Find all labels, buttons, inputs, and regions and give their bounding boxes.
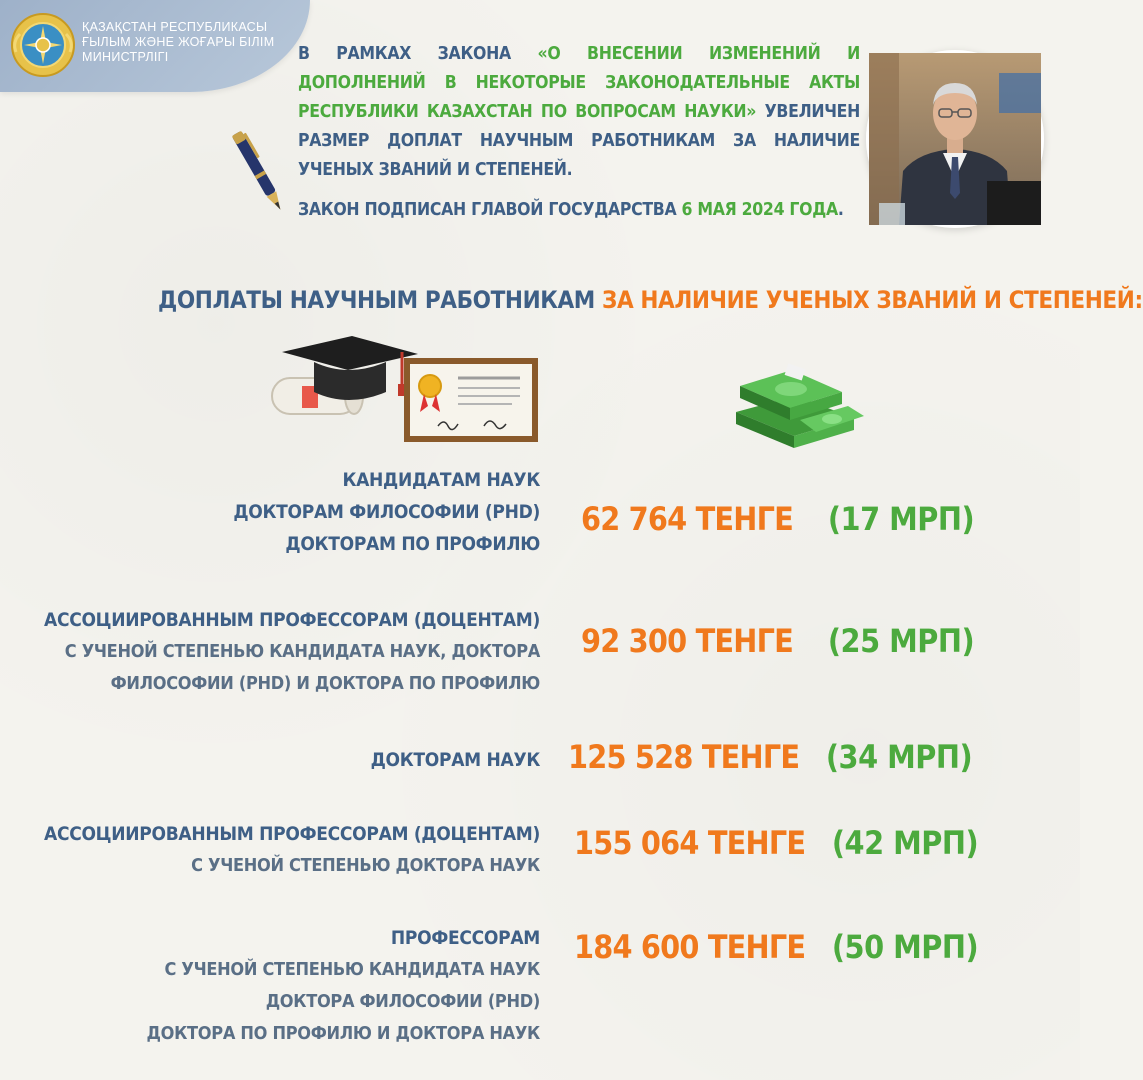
row-label [20,818,540,882]
row-main-line: АССОЦИИРОВАННЫМ ПРОФЕССОРАМ (ДОЦЕНТАМ) [44,609,540,631]
row-main-line: АССОЦИИРОВАННЫМ ПРОФЕССОРАМ (ДОЦЕНТАМ) [44,823,540,845]
ministry-line: ҒЫЛЫМ ЖӘНЕ ЖОҒАРЫ БІЛІМ [82,35,275,49]
state-emblem-icon [10,12,76,78]
mrp-value: (25 МРП) [827,622,975,660]
signed-suffix: . [837,200,844,220]
intro-paragraph-signed [298,196,860,225]
signed-prefix: ЗАКОН ПОДПИСАН ГЛАВОЙ ГОСУДАРСТВА [298,200,682,220]
law-title: «О ВНЕСЕНИИ ИЗМЕНЕНИЙ И ДОПОЛНЕНИЙ В НЕКОТОРЫЕ ЗАКОНОДАТЕЛЬНЫЕ АКТЫ РЕСПУБЛИКИ КАЗАХСТАН ПО ВОПРОСАМ НАУКИ» [298,44,860,122]
ministry-line: МИНИСТРЛІГІ [82,50,169,64]
money-stack-icon [730,356,870,452]
row-label [20,922,540,1050]
intro-suffix: УВЕЛИЧЕН РАЗМЕР ДОПЛАТ НАУЧНЫМ РАБОТНИКАМ ЗА НАЛИЧИЕ УЧЕНЫХ ЗВАНИЙ И СТЕПЕНЕЙ. [298,102,860,180]
amount-value: 184 600 ТЕНГЕ [574,928,806,966]
row-sub-line: С УЧЕНОЙ СТЕПЕНЬЮ КАНДИДАТА НАУК [164,959,540,980]
amount-value: 155 064 ТЕНГЕ [574,824,806,862]
row-main-line: ДОКТОРАМ ПО ПРОФИЛЮ [285,533,540,555]
mrp-value: (42 МРП) [831,824,979,862]
row-sub-line: ДОКТОРА ПО ПРОФИЛЮ И ДОКТОРА НАУК [146,1023,540,1044]
portrait-illustration [869,53,1041,225]
row-main-line: ДОКТОРАМ ФИЛОСОФИИ (PHD) [233,501,540,523]
row-sub-line: ФИЛОСОФИИ (PHD) И ДОКТОРА ПО ПРОФИЛЮ [110,673,540,694]
row-label [20,604,540,700]
amount-value: 62 764 ТЕНГЕ [580,500,793,538]
intro-paragraph-law [298,40,860,185]
intro-prefix: В РАМКАХ ЗАКОНА [298,44,538,64]
intro-text [298,40,860,225]
mrp-value: (50 МРП) [831,928,979,966]
section-title [158,286,1143,314]
ministry-name [82,20,302,65]
diploma-icon [404,358,538,442]
row-label [20,464,540,560]
row-main-line: ПРОФЕССОРАМ [390,927,540,949]
amount-value: 92 300 ТЕНГЕ [580,622,793,660]
portrait-photo [866,50,1044,228]
row-sub-line: С УЧЕНОЙ СТЕПЕНЬЮ КАНДИДАТА НАУК, ДОКТОРА [64,641,540,662]
row-sub-line: ДОКТОРА ФИЛОСОФИИ (PHD) [265,991,540,1012]
ministry-line: ҚАЗАҚСТАН РЕСПУБЛИКАСЫ [82,20,268,34]
section-title-part1: ДОПЛАТЫ НАУЧНЫМ РАБОТНИКАМ [158,286,603,314]
row-label [20,744,540,776]
amount-value: 125 528 ТЕНГЕ [568,738,800,776]
row-main-line: КАНДИДАТАМ НАУК [342,469,540,491]
section-title-part2: ЗА НАЛИЧИЕ УЧЕНЫХ ЗВАНИЙ И СТЕПЕНЕЙ: [602,286,1143,314]
mrp-value: (34 МРП) [825,738,973,776]
graduation-icons [262,334,542,446]
signed-date: 6 МАЯ 2024 ГОДА [681,200,838,220]
row-sub-line: С УЧЕНОЙ СТЕПЕНЬЮ ДОКТОРА НАУК [191,855,540,876]
row-main-line: ДОКТОРАМ НАУК [370,749,540,771]
mrp-value: (17 МРП) [827,500,975,538]
pen-icon [222,120,292,220]
